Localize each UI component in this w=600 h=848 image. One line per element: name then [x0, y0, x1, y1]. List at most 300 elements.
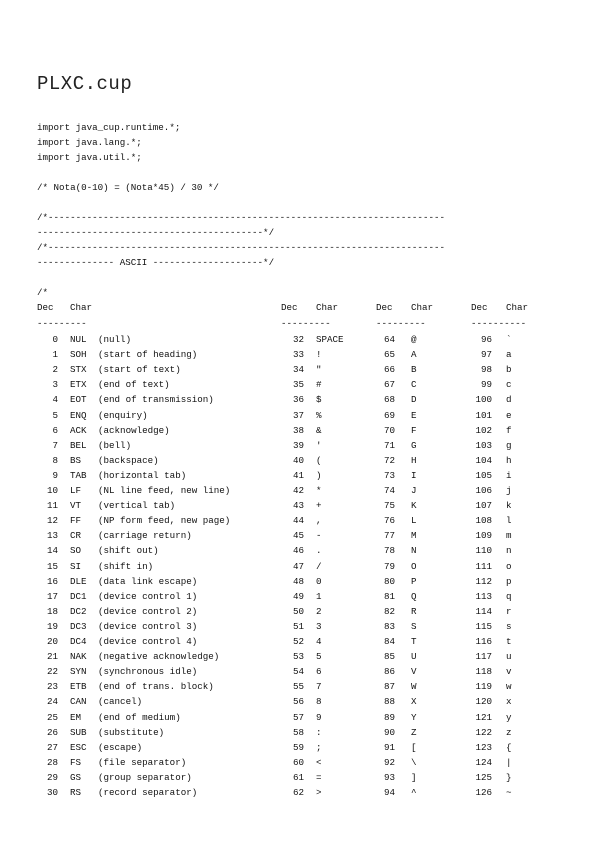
header-char: Char: [70, 302, 93, 313]
dec-value: 120: [475, 696, 492, 708]
dec-value: 22: [46, 666, 58, 678]
char-value: q: [506, 590, 512, 602]
table-row: [0, 468, 600, 483]
table-open-comment: /*: [37, 287, 49, 298]
dec-value: 38: [292, 424, 304, 436]
dec-value: 100: [475, 394, 492, 406]
table-row: [0, 785, 600, 800]
table-row: [0, 362, 600, 377]
desc-value: (end of transmission): [98, 394, 214, 406]
dec-value: 97: [480, 349, 492, 361]
dec-value: 123: [475, 741, 492, 753]
char-value: [: [411, 741, 417, 753]
char-value: 8: [316, 696, 322, 708]
dec-value: 105: [475, 469, 492, 481]
table-row: [0, 559, 600, 574]
dec-value: 92: [383, 756, 395, 768]
char-value: o: [506, 560, 512, 572]
dec-value: 41: [292, 469, 304, 481]
abbr-value: DC3: [70, 620, 87, 632]
table-row: [0, 423, 600, 438]
desc-value: (synchronous idle): [98, 666, 198, 678]
dec-value: 52: [292, 636, 304, 647]
desc-value: (start of heading): [98, 349, 198, 361]
abbr-value: SYN: [70, 666, 87, 678]
dec-value: 118: [475, 666, 492, 678]
char-value: A: [411, 349, 417, 361]
char-value: #: [316, 379, 322, 391]
dec-value: 74: [383, 485, 395, 496]
desc-value: (NL line feed, new line): [98, 485, 231, 496]
abbr-value: CAN: [70, 696, 87, 708]
char-value: ): [316, 469, 322, 481]
dec-value: 121: [475, 711, 492, 723]
char-value: z: [506, 726, 512, 738]
desc-value: (shift out): [98, 545, 159, 557]
abbr-value: STX: [70, 364, 87, 376]
table-row: [0, 453, 600, 468]
dec-value: 40: [292, 454, 304, 466]
dec-value: 90: [383, 726, 395, 738]
dec-value: 117: [475, 651, 492, 663]
dec-value: 106: [475, 485, 492, 496]
char-value: I: [411, 469, 417, 481]
dec-value: 80: [383, 575, 395, 587]
dec-value: 43: [292, 500, 304, 512]
dec-value: 126: [475, 787, 492, 798]
abbr-value: TAB: [70, 469, 87, 481]
dec-value: 45: [292, 530, 304, 542]
dec-value: 29: [46, 771, 58, 783]
char-value: x: [506, 696, 512, 708]
dec-value: 2: [52, 364, 58, 376]
abbr-value: DLE: [70, 575, 87, 587]
import-line: import java_cup.runtime.*;: [37, 122, 181, 133]
char-value: Y: [411, 711, 417, 723]
dec-value: 46: [292, 545, 304, 557]
table-row: [0, 332, 600, 347]
dec-value: 17: [46, 590, 58, 602]
dec-value: 116: [475, 636, 492, 647]
dec-value: 66: [383, 364, 395, 376]
dec-value: 68: [383, 394, 395, 406]
dec-value: 26: [46, 726, 58, 738]
char-value: T: [411, 636, 417, 647]
desc-value: (vertical tab): [98, 500, 176, 512]
abbr-value: DC4: [70, 636, 87, 647]
char-value: 9: [316, 711, 322, 723]
desc-value: (carriage return): [98, 530, 192, 542]
char-value: m: [506, 530, 512, 542]
dec-value: 82: [383, 605, 395, 617]
char-value: >: [316, 787, 322, 798]
char-value: (: [316, 454, 322, 466]
char-value: ^: [411, 787, 417, 798]
char-value: Q: [411, 590, 417, 602]
dec-value: 75: [383, 500, 395, 512]
char-value: @: [411, 334, 417, 345]
dec-value: 87: [383, 681, 395, 693]
table-row: [0, 498, 600, 513]
abbr-value: NUL: [70, 334, 87, 345]
header-char: Char: [411, 302, 434, 313]
dec-value: 24: [46, 696, 58, 708]
dec-value: 23: [46, 681, 58, 693]
char-value: a: [506, 349, 512, 361]
dec-value: 57: [292, 711, 304, 723]
desc-value: (file separator): [98, 756, 187, 768]
desc-value: (end of medium): [98, 711, 181, 723]
dec-value: 35: [292, 379, 304, 391]
char-value: 2: [316, 605, 322, 617]
header-dec: Dec: [281, 302, 298, 313]
dec-value: 14: [46, 545, 58, 557]
dec-value: 16: [46, 575, 58, 587]
char-value: c: [506, 379, 512, 391]
dec-value: 55: [292, 681, 304, 693]
dec-value: 110: [475, 545, 492, 557]
desc-value: (negative acknowledge): [98, 651, 220, 663]
abbr-value: BEL: [70, 439, 87, 451]
char-value: e: [506, 409, 512, 421]
char-value: k: [506, 500, 512, 512]
dec-value: 34: [292, 364, 304, 376]
char-value: R: [411, 605, 417, 617]
dec-value: 54: [292, 666, 304, 678]
table-header-row: [0, 300, 600, 315]
header-underline: ---------: [37, 318, 87, 329]
char-value: V: [411, 666, 417, 678]
abbr-value: VT: [70, 500, 82, 512]
abbr-value: EM: [70, 711, 82, 723]
dec-value: 119: [475, 681, 492, 693]
dec-value: 7: [52, 439, 58, 451]
dec-value: 112: [475, 575, 492, 587]
desc-value: (cancel): [98, 696, 143, 708]
dec-value: 61: [292, 771, 304, 783]
dec-value: 4: [52, 394, 58, 406]
char-value: %: [316, 409, 322, 421]
table-row: [0, 710, 600, 725]
char-value: J: [411, 485, 417, 496]
abbr-value: SUB: [70, 726, 87, 738]
dec-value: 107: [475, 500, 492, 512]
char-value: j: [506, 485, 512, 496]
dec-value: 58: [292, 726, 304, 738]
char-value: 6: [316, 666, 322, 678]
char-value: p: [506, 575, 512, 587]
header-char: Char: [506, 302, 529, 313]
table-row: [0, 392, 600, 407]
dec-value: 98: [480, 364, 492, 376]
table-row: [0, 755, 600, 770]
char-value: M: [411, 530, 417, 542]
char-value: g: [506, 439, 512, 451]
dec-value: 0: [52, 334, 58, 345]
table-row: [0, 513, 600, 528]
abbr-value: LF: [70, 485, 82, 496]
char-value: 3: [316, 620, 322, 632]
dec-value: 60: [292, 756, 304, 768]
char-value: 5: [316, 651, 322, 663]
desc-value: (data link escape): [98, 575, 198, 587]
desc-value: (end of text): [98, 379, 170, 391]
desc-value: (bell): [98, 439, 132, 451]
char-value: 4: [316, 636, 322, 647]
abbr-value: SO: [70, 545, 82, 557]
ascii-divider-line: -------------- ASCII --------------------*/: [37, 257, 275, 268]
dec-value: 73: [383, 469, 395, 481]
char-value: y: [506, 711, 512, 723]
desc-value: (substitute): [98, 726, 165, 738]
header-dec: Dec: [471, 302, 488, 313]
dec-value: 20: [46, 636, 58, 647]
table-row: [0, 740, 600, 755]
char-value: 1: [316, 590, 322, 602]
abbr-value: CR: [70, 530, 82, 542]
char-value: SPACE: [316, 334, 344, 345]
table-row: [0, 664, 600, 679]
desc-value: (device control 4): [98, 636, 198, 647]
char-value: P: [411, 575, 417, 587]
dec-value: 79: [383, 560, 395, 572]
header-dec: Dec: [37, 302, 54, 313]
dec-value: 109: [475, 530, 492, 542]
char-value: i: [506, 469, 512, 481]
char-value: \: [411, 756, 417, 768]
char-value: <: [316, 756, 322, 768]
abbr-value: ENQ: [70, 409, 87, 421]
dec-value: 56: [292, 696, 304, 708]
char-value: l: [506, 515, 512, 527]
dec-value: 47: [292, 560, 304, 572]
header-underline: ---------: [376, 318, 426, 329]
char-value: u: [506, 651, 512, 663]
nota-comment: /* Nota(0-10) = (Nota*45) / 30 */: [37, 182, 219, 193]
dec-value: 96: [480, 334, 492, 345]
dec-value: 88: [383, 696, 395, 708]
table-row: [0, 634, 600, 649]
dec-value: 111: [475, 560, 492, 572]
dec-value: 9: [52, 469, 58, 481]
table-row: [0, 377, 600, 392]
dec-value: 104: [475, 454, 492, 466]
table-row: [0, 574, 600, 589]
dec-value: 59: [292, 741, 304, 753]
table-row: [0, 694, 600, 709]
dec-value: 77: [383, 530, 395, 542]
divider-line: /*------------------------------------------------------------------------: [37, 242, 445, 253]
dec-value: 69: [383, 409, 395, 421]
table-row: [0, 770, 600, 785]
char-value: ]: [411, 771, 417, 783]
char-value: b: [506, 364, 512, 376]
dec-value: 86: [383, 666, 395, 678]
char-value: E: [411, 409, 417, 421]
dec-value: 91: [383, 741, 395, 753]
table-row: [0, 604, 600, 619]
dec-value: 81: [383, 590, 395, 602]
table-row: [0, 725, 600, 740]
header-underline: ----------: [471, 318, 527, 329]
dec-value: 71: [383, 439, 395, 451]
dec-value: 103: [475, 439, 492, 451]
dec-value: 8: [52, 454, 58, 466]
dec-value: 39: [292, 439, 304, 451]
desc-value: (group separator): [98, 771, 192, 783]
desc-value: (shift in): [98, 560, 154, 572]
char-value: B: [411, 364, 417, 376]
header-char: Char: [316, 302, 339, 313]
desc-value: (null): [98, 334, 132, 345]
table-row: [0, 543, 600, 558]
abbr-value: FF: [70, 515, 82, 527]
desc-value: (device control 3): [98, 620, 198, 632]
dec-value: 101: [475, 409, 492, 421]
dec-value: 122: [475, 726, 492, 738]
char-value: `: [506, 334, 512, 345]
char-value: X: [411, 696, 417, 708]
desc-value: (device control 2): [98, 605, 198, 617]
dec-value: 99: [480, 379, 492, 391]
char-value: ~: [506, 787, 512, 798]
dec-value: 37: [292, 409, 304, 421]
char-value: /: [316, 560, 322, 572]
dec-value: 30: [46, 787, 58, 798]
char-value: t: [506, 636, 512, 647]
char-value: :: [316, 726, 322, 738]
dec-value: 67: [383, 379, 395, 391]
dec-value: 108: [475, 515, 492, 527]
dec-value: 85: [383, 651, 395, 663]
char-value: =: [316, 771, 322, 783]
dec-value: 124: [475, 756, 492, 768]
dec-value: 113: [475, 590, 492, 602]
dec-value: 15: [46, 560, 58, 572]
dec-value: 42: [292, 485, 304, 496]
dec-value: 27: [46, 741, 58, 753]
table-row: [0, 483, 600, 498]
dec-value: 102: [475, 424, 492, 436]
file-title: PLXC.cup: [37, 73, 133, 95]
dec-value: 5: [52, 409, 58, 421]
dec-value: 64: [383, 334, 395, 345]
dec-value: 21: [46, 651, 58, 663]
table-row: [0, 619, 600, 634]
char-value: 0: [316, 575, 322, 587]
dec-value: 11: [46, 500, 58, 512]
char-value: !: [316, 349, 322, 361]
char-value: n: [506, 545, 512, 557]
abbr-value: GS: [70, 771, 82, 783]
dec-value: 125: [475, 771, 492, 783]
abbr-value: RS: [70, 787, 82, 798]
char-value: O: [411, 560, 417, 572]
dec-value: 13: [46, 530, 58, 542]
abbr-value: FS: [70, 756, 82, 768]
abbr-value: EOT: [70, 394, 87, 406]
dec-value: 19: [46, 620, 58, 632]
dec-value: 28: [46, 756, 58, 768]
divider-line: /*------------------------------------------------------------------------: [37, 212, 445, 223]
dec-value: 115: [475, 620, 492, 632]
char-value: }: [506, 771, 512, 783]
desc-value: (horizontal tab): [98, 469, 187, 481]
desc-value: (escape): [98, 741, 143, 753]
char-value: C: [411, 379, 417, 391]
char-value: ': [316, 439, 322, 451]
char-value: G: [411, 439, 417, 451]
table-row: [0, 679, 600, 694]
char-value: L: [411, 515, 417, 527]
dec-value: 65: [383, 349, 395, 361]
char-value: .: [316, 545, 322, 557]
char-value: |: [506, 756, 512, 768]
desc-value: (backspace): [98, 454, 159, 466]
dec-value: 78: [383, 545, 395, 557]
dec-value: 89: [383, 711, 395, 723]
char-value: r: [506, 605, 512, 617]
abbr-value: NAK: [70, 651, 87, 663]
table-row: [0, 528, 600, 543]
dec-value: 3: [52, 379, 58, 391]
char-value: &: [316, 424, 322, 436]
char-value: ;: [316, 741, 322, 753]
char-value: f: [506, 424, 512, 436]
char-value: F: [411, 424, 417, 436]
abbr-value: DC2: [70, 605, 87, 617]
import-line: import java.util.*;: [37, 152, 142, 163]
table-row: [0, 438, 600, 453]
dec-value: 33: [292, 349, 304, 361]
abbr-value: SOH: [70, 349, 87, 361]
char-value: H: [411, 454, 417, 466]
dec-value: 1: [52, 349, 58, 361]
desc-value: (acknowledge): [98, 424, 170, 436]
char-value: *: [316, 485, 322, 496]
dec-value: 76: [383, 515, 395, 527]
abbr-value: DC1: [70, 590, 87, 602]
dec-value: 49: [292, 590, 304, 602]
dec-value: 83: [383, 620, 395, 632]
dec-value: 53: [292, 651, 304, 663]
char-value: d: [506, 394, 512, 406]
char-value: S: [411, 620, 417, 632]
dec-value: 44: [292, 515, 304, 527]
dec-value: 6: [52, 424, 58, 436]
abbr-value: SI: [70, 560, 82, 572]
dec-value: 25: [46, 711, 58, 723]
dec-value: 10: [46, 485, 58, 496]
abbr-value: ESC: [70, 741, 87, 753]
desc-value: (device control 1): [98, 590, 198, 602]
dec-value: 50: [292, 605, 304, 617]
dec-value: 18: [46, 605, 58, 617]
char-value: +: [316, 500, 322, 512]
abbr-value: ETX: [70, 379, 87, 391]
table-row: [0, 347, 600, 362]
char-value: h: [506, 454, 512, 466]
desc-value: (end of trans. block): [98, 681, 214, 693]
char-value: s: [506, 620, 512, 632]
table-row: [0, 408, 600, 423]
char-value: Z: [411, 726, 417, 738]
desc-value: (NP form feed, new page): [98, 515, 231, 527]
import-line: import java.lang.*;: [37, 137, 142, 148]
dec-value: 48: [292, 575, 304, 587]
dec-value: 84: [383, 636, 395, 647]
char-value: {: [506, 741, 512, 753]
